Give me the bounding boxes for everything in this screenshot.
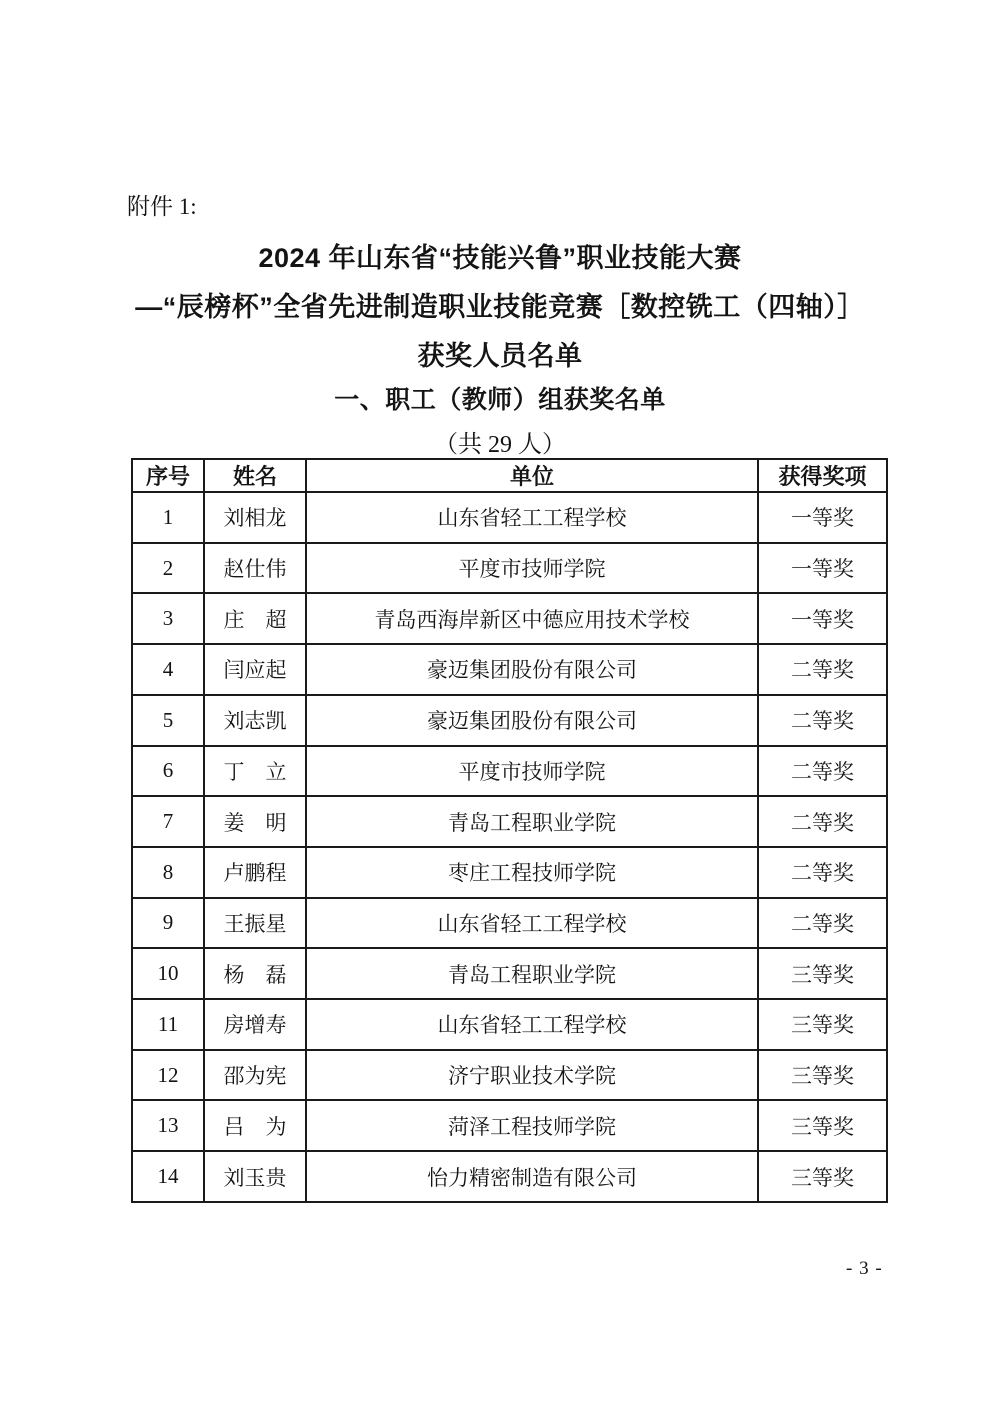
doc-title-line-1: 2024 年山东省“技能兴鲁”职业技能大赛 xyxy=(258,243,742,273)
winner-unit: 豪迈集团股份有限公司 xyxy=(306,695,758,746)
table-row xyxy=(132,1100,887,1151)
winner-unit: 豪迈集团股份有限公司 xyxy=(306,644,758,695)
award-level: 三等奖 xyxy=(758,999,887,1050)
winner-unit: 山东省轻工工程学校 xyxy=(306,898,758,949)
table-row xyxy=(132,1050,887,1101)
table-row xyxy=(132,543,887,594)
table-row xyxy=(132,847,887,898)
award-level: 二等奖 xyxy=(758,898,887,949)
winner-unit: 平度市技师学院 xyxy=(306,543,758,594)
award-level: 一等奖 xyxy=(758,492,887,543)
col-header-name: 姓名 xyxy=(204,459,306,492)
winner-unit: 青岛工程职业学院 xyxy=(306,796,758,847)
table-row xyxy=(132,492,887,543)
table-row xyxy=(132,593,887,644)
award-level: 三等奖 xyxy=(758,1050,887,1101)
winner-unit: 青岛西海岸新区中德应用技术学校 xyxy=(306,593,758,644)
doc-title-line-2: —“辰榜杯”全省先进制造职业技能竞赛［数控铣工（四轴）］ xyxy=(135,292,865,322)
winner-name: 吕 为 xyxy=(204,1100,306,1151)
winner-name: 刘相龙 xyxy=(204,492,306,543)
table-header-row xyxy=(132,459,887,492)
winner-name: 卢鹏程 xyxy=(204,847,306,898)
award-level: 二等奖 xyxy=(758,644,887,695)
winner-unit: 菏泽工程技师学院 xyxy=(306,1100,758,1151)
row-index: 4 xyxy=(132,644,204,695)
award-level: 一等奖 xyxy=(758,543,887,594)
winner-name: 邵为宪 xyxy=(204,1050,306,1101)
table-row xyxy=(132,1151,887,1202)
row-index: 10 xyxy=(132,948,204,999)
winner-name: 房增寿 xyxy=(204,999,306,1050)
winner-name: 杨 磊 xyxy=(204,948,306,999)
attachment-label: 附件 1: xyxy=(127,194,197,219)
award-table xyxy=(131,458,888,1203)
row-index: 6 xyxy=(132,746,204,797)
winner-unit: 枣庄工程技师学院 xyxy=(306,847,758,898)
doc-title-line-3: 获奖人员名单 xyxy=(417,341,583,371)
table-row xyxy=(132,796,887,847)
col-header-award: 获得奖项 xyxy=(758,459,887,492)
winner-unit: 怡力精密制造有限公司 xyxy=(306,1151,758,1202)
award-level: 二等奖 xyxy=(758,746,887,797)
row-index: 14 xyxy=(132,1151,204,1202)
table-row xyxy=(132,746,887,797)
winner-unit: 济宁职业技术学院 xyxy=(306,1050,758,1101)
row-index: 12 xyxy=(132,1050,204,1101)
award-level: 三等奖 xyxy=(758,1100,887,1151)
winner-unit: 山东省轻工工程学校 xyxy=(306,492,758,543)
table-row xyxy=(132,948,887,999)
col-header-index: 序号 xyxy=(132,459,204,492)
row-index: 2 xyxy=(132,543,204,594)
winner-name: 赵仕伟 xyxy=(204,543,306,594)
table-row xyxy=(132,644,887,695)
winner-name: 刘志凯 xyxy=(204,695,306,746)
winner-unit: 青岛工程职业学院 xyxy=(306,948,758,999)
row-index: 5 xyxy=(132,695,204,746)
award-level: 二等奖 xyxy=(758,796,887,847)
row-index: 1 xyxy=(132,492,204,543)
award-level: 一等奖 xyxy=(758,593,887,644)
winner-name: 刘玉贵 xyxy=(204,1151,306,1202)
winner-name: 王振星 xyxy=(204,898,306,949)
page-number: - 3 - xyxy=(846,1258,883,1279)
winner-unit: 平度市技师学院 xyxy=(306,746,758,797)
table-row xyxy=(132,898,887,949)
winner-name: 姜 明 xyxy=(204,796,306,847)
award-level: 二等奖 xyxy=(758,847,887,898)
row-index: 13 xyxy=(132,1100,204,1151)
row-index: 9 xyxy=(132,898,204,949)
winner-name: 闫应起 xyxy=(204,644,306,695)
col-header-unit: 单位 xyxy=(306,459,758,492)
table-row xyxy=(132,999,887,1050)
award-level: 二等奖 xyxy=(758,695,887,746)
row-index: 8 xyxy=(132,847,204,898)
row-index: 7 xyxy=(132,796,204,847)
table-row xyxy=(132,695,887,746)
row-index: 3 xyxy=(132,593,204,644)
award-level: 三等奖 xyxy=(758,1151,887,1202)
section-title: 一、职工（教师）组获奖名单 xyxy=(334,386,666,414)
winner-name: 庄 超 xyxy=(204,593,306,644)
award-level: 三等奖 xyxy=(758,948,887,999)
participant-count: （共 29 人） xyxy=(434,432,566,458)
row-index: 11 xyxy=(132,999,204,1050)
winner-name: 丁 立 xyxy=(204,746,306,797)
winner-unit: 山东省轻工工程学校 xyxy=(306,999,758,1050)
